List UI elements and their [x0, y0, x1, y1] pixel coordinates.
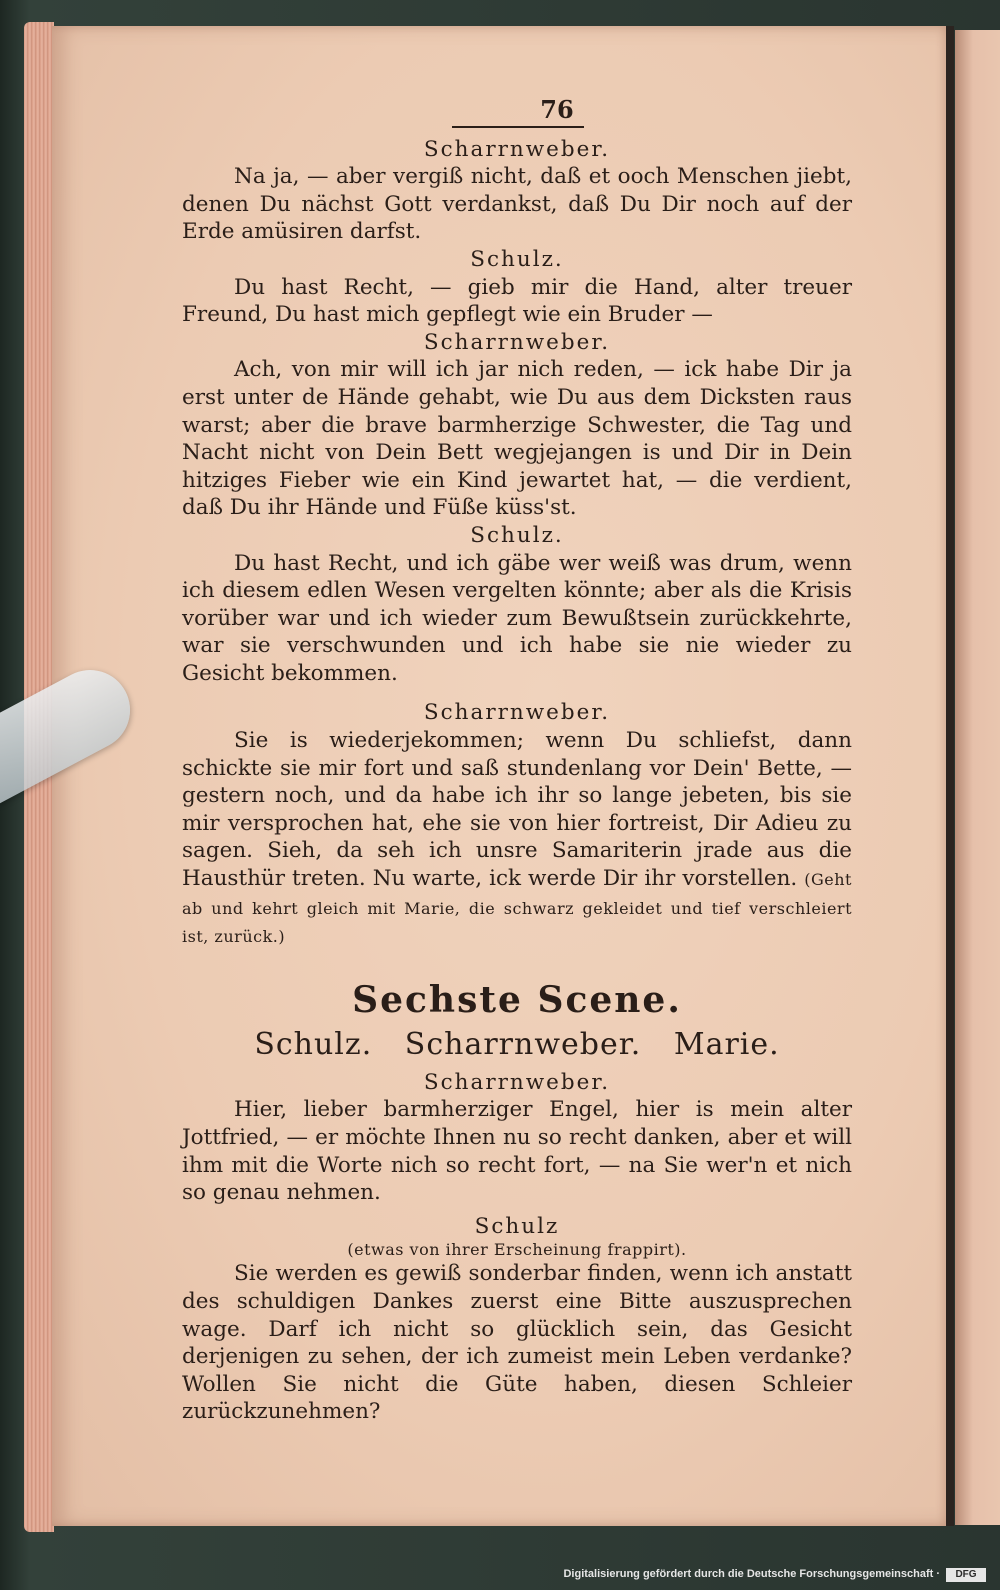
- speaker-name: Scharrnweber.: [423, 1069, 611, 1095]
- page-number: 76: [540, 95, 574, 124]
- dialogue-paragraph: Hier, lieber barmherziger Engel, hier is mein alter Jottfried, — er möchte Ihnen nu so recht danken, aber et will ihm mit die Worte nich so recht fort, — na Sie wer'n et nich so genau nehmen.: [182, 1097, 852, 1206]
- speaker-name: Schulz.: [470, 246, 564, 272]
- dfg-logo-icon: DFG: [946, 1568, 986, 1582]
- digitization-credit: Digitalisierung gefördert durch die Deutsche Forschungsgemeinschaft ·: [563, 1568, 940, 1580]
- dialogue-paragraph: [182, 727, 852, 951]
- stage-direction: (Geht ab und kehrt gleich mit Marie, die schwarz gekleidet und tief verschleiert ist, zurück.): [182, 870, 852, 947]
- speaker-name: Schulz: [474, 1213, 560, 1239]
- dialogue-paragraph: Na ja, — aber vergiß nicht, daß et ooch Menschen jiebt, denen Du nächst Gott verdankst, daß Du Dir noch auf der Erde amüsiren darfst.: [182, 164, 852, 245]
- dialogue-paragraph: Du hast Recht, — gieb mir die Hand, alter treuer Freund, Du hast mich gepflegt wie ein Bruder —: [182, 274, 852, 328]
- dialogue-paragraph: Ach, von mir will ich jar nich reden, — ick habe Dir ja erst unter de Hände gehabt, wie Du aus dem Dicksten raus warst; aber die brave barmherzige Schwester, die Tag und Nacht nicht von Dein Bett wegjejangen is und Dir in Dein hitziges Fieber wie ein Kind jewartet hat, — die verdient, daß Du ihr Hände und Füße küss'st.: [182, 357, 852, 521]
- page-number-rule: [452, 126, 584, 128]
- scene-title: Sechste Scene.: [352, 978, 682, 1021]
- speaker-name: Scharrnweber.: [423, 329, 611, 355]
- page-gutter: [946, 26, 954, 1526]
- page-text: [182, 96, 852, 1426]
- dialogue-paragraph: Sie werden es gewiß sonderbar finden, wenn ich anstatt des schuldigen Dankes zuerst eine Bitte auszusprechen wage. Darf ich nicht so glücklich sein, das Gesicht derjenigen zu sehen, der ich zumeist mein Leben verdanke? Wollen Sie nicht die Güte haben, diesen Schleier zurückzunehmen?: [182, 1261, 852, 1425]
- dialogue-paragraph: Du hast Recht, und ich gäbe wer weiß was drum, wenn ich diesem edlen Wesen vergelten könnte; aber als die Krisis vorüber war und ich wieder zum Bewußtsein zurückkehrte, war sie verschwunden und ich habe sie nie wieder zu Gesicht bekommen.: [182, 550, 852, 686]
- next-page-edge: [955, 30, 1000, 1525]
- speaker-name: Scharrnweber.: [423, 136, 611, 162]
- stage-direction: (etwas von ihrer Erscheinung frappirt).: [347, 1240, 687, 1260]
- speaker-name: Schulz.: [470, 522, 564, 548]
- speaker-name: Scharrnweber.: [423, 700, 611, 726]
- scene-characters: Schulz. Scharrnweber. Marie.: [254, 1026, 780, 1062]
- dialogue-text: Sie is wiederjekommen; wenn Du schliefst, dann schickte sie mir fort und saß stundenlang vor Dein' Bette, — gestern noch, und da habe ich ihr so lange jebeten, bis sie mir versprochen hat, ehe sie von hier fortreist, Dir Adieu zu sagen. Sieh, da seh ich unsre Samariterin jrade aus die Hausthür treten. Nu warte, ick werde Dir ihr vorstellen.: [182, 728, 852, 892]
